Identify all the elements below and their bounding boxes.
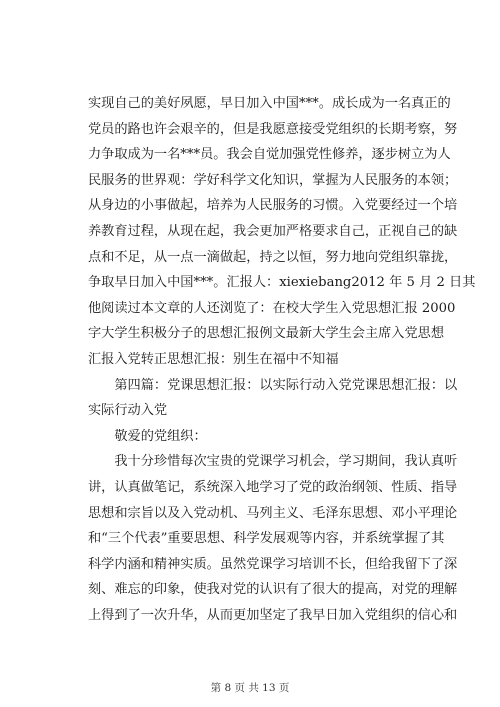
text-line: 科学内涵和精神实质。虽然党课学习培训不长，但给我留下了深 bbox=[88, 556, 458, 572]
section-heading-line: 实际行动入党 bbox=[88, 403, 168, 419]
text-line: 民服务的世界观：学好科学文化知识，掌握为人民服务的本领； bbox=[88, 172, 458, 188]
text-line: 刻、难忘的印象，使我对党的认识有了很大的提高，对党的理解 bbox=[88, 582, 458, 598]
section-heading-line: 第四篇：党课思想汇报：以实际行动入党党课思想汇报：以 bbox=[88, 377, 458, 393]
page-number-footer: 第 8 页 共 13 页 bbox=[210, 682, 290, 694]
text-line: 讲，认真做笔记，系统深入地学习了党的政治纲领、性质、指导 bbox=[88, 479, 458, 495]
text-line: 上得到了一次升华，从而更加坚定了我早日加入党组织的信心和 bbox=[88, 607, 458, 623]
text-line: 养教育过程，从现在起，我会更加严格要求自己，正视自己的缺 bbox=[88, 223, 458, 239]
document-body bbox=[88, 91, 476, 628]
text-line: 从身边的小事做起，培养为人民服务的习惯。入党要经过一个培 bbox=[88, 198, 458, 214]
text-line: 实现自己的美好夙愿，早日加入中国***。成长成为一名真正的 bbox=[88, 96, 451, 111]
text-line: 我十分珍惜每次宝贵的党课学习机会，学习期间，我认真听 bbox=[88, 454, 458, 470]
text-line: 字大学生积极分子的思想汇报例文最新大学生会主席入党思想 bbox=[88, 326, 445, 342]
text-line: 党员的路也许会艰辛的，但是我愿意接受党组织的长期考察，努 bbox=[88, 121, 458, 137]
text-line: 和“三个代表”重要思想、科学发展观等内容，并系统掌握了其 bbox=[88, 531, 445, 547]
salutation-line: 敬爱的党组织： bbox=[88, 428, 207, 444]
text-line: 点和不足，从一点一滴做起，持之以恒，努力地向党组织靠拢， bbox=[88, 249, 458, 265]
text-line: 他阅读过本文章的人还浏览了：在校大学生入党思想汇报 2000 bbox=[88, 300, 456, 316]
text-line: 力争取成为一名***员。我会自觉加强党性修养，逐步树立为人 bbox=[88, 147, 451, 163]
text-line: 争取早日加入中国***。汇报人：xiexiebang2012 年 5 月 2 日其 bbox=[88, 275, 476, 291]
text-line: 思想和宗旨以及入党动机、马列主义、毛泽东思想、邓小平理论 bbox=[88, 505, 458, 521]
text-line: 汇报入党转正思想汇报：别生在福中不知福 bbox=[88, 351, 339, 367]
